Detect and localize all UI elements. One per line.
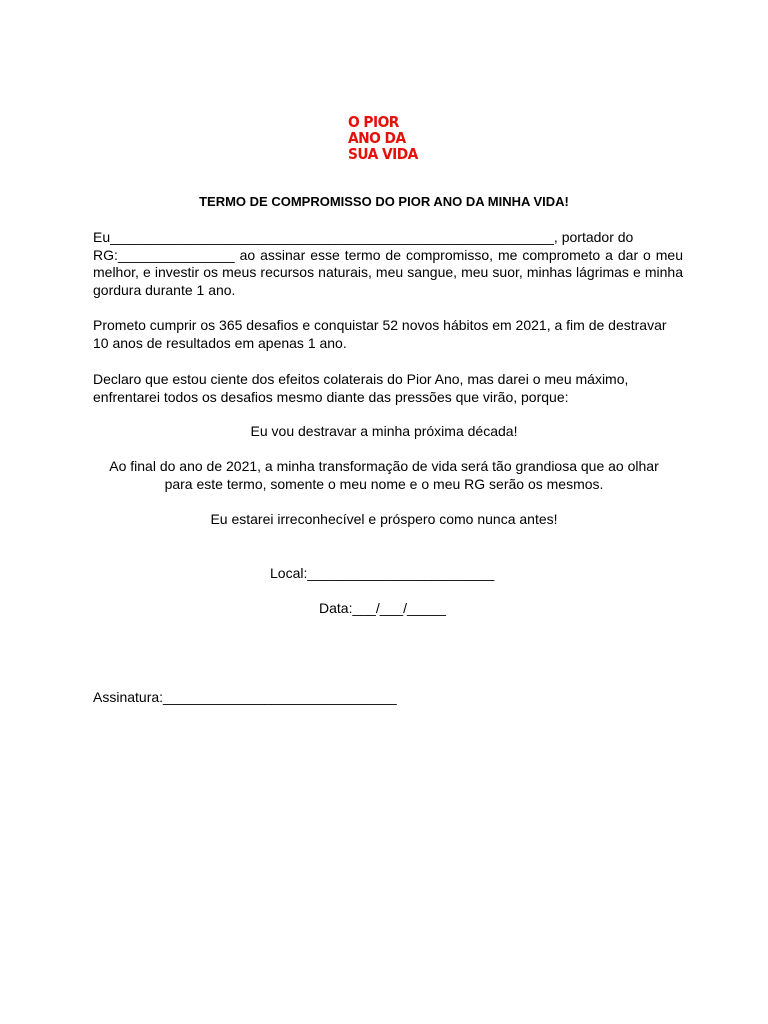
commitment-paragraph: [93, 229, 683, 299]
name-line: Eu_________________________________________________________, portador do: [93, 229, 634, 245]
logo-line-3: SUA VIDA: [348, 145, 418, 163]
signature-field: Assinatura:______________________________: [93, 689, 397, 705]
transformation-statement: [93, 458, 675, 493]
transformation-line-2: para este termo, somente o meu nome e o meu RG serão os mesmos.: [164, 475, 604, 492]
closing-statement: Eu estarei irreconhecível e próspero como nunca antes!: [210, 511, 558, 527]
challenge-paragraph: Prometo cumprir os 365 desafios e conquistar 52 novos hábitos em 2021, a fim de destravar 10 anos de resultados em apenas 1 ano.: [93, 317, 667, 351]
transformation-line-1: Ao final do ano de 2021, a minha transformação de vida será tão grandiosa que ao olhar: [109, 458, 659, 474]
document-title: TERMO DE COMPROMISSO DO PIOR ANO DA MINHA VIDA!: [199, 194, 569, 209]
logo-line-2: ANO DA: [348, 129, 406, 147]
rg-commitment-text: RG:_______________ ao assinar esse termo de compromisso, me comprometo a dar o meu melhor, e investir os meus recursos naturais, meu sangue, meu suor, minhas lágrimas e minha gordura durante 1 ano.: [93, 246, 683, 298]
decade-statement: Eu vou destravar a minha próxima década!: [250, 423, 518, 439]
brand-logo: [348, 114, 431, 162]
declaration-paragraph: Declaro que estou ciente dos efeitos colaterais do Pior Ano, mas darei o meu máximo, enfrentarei todos os desafios mesmo diante das pressões que virão, porque:: [93, 371, 629, 405]
date-field: Data:___/___/_____: [319, 600, 446, 616]
local-field: Local:________________________: [270, 565, 495, 581]
logo-line-1: O PIOR: [348, 113, 399, 131]
